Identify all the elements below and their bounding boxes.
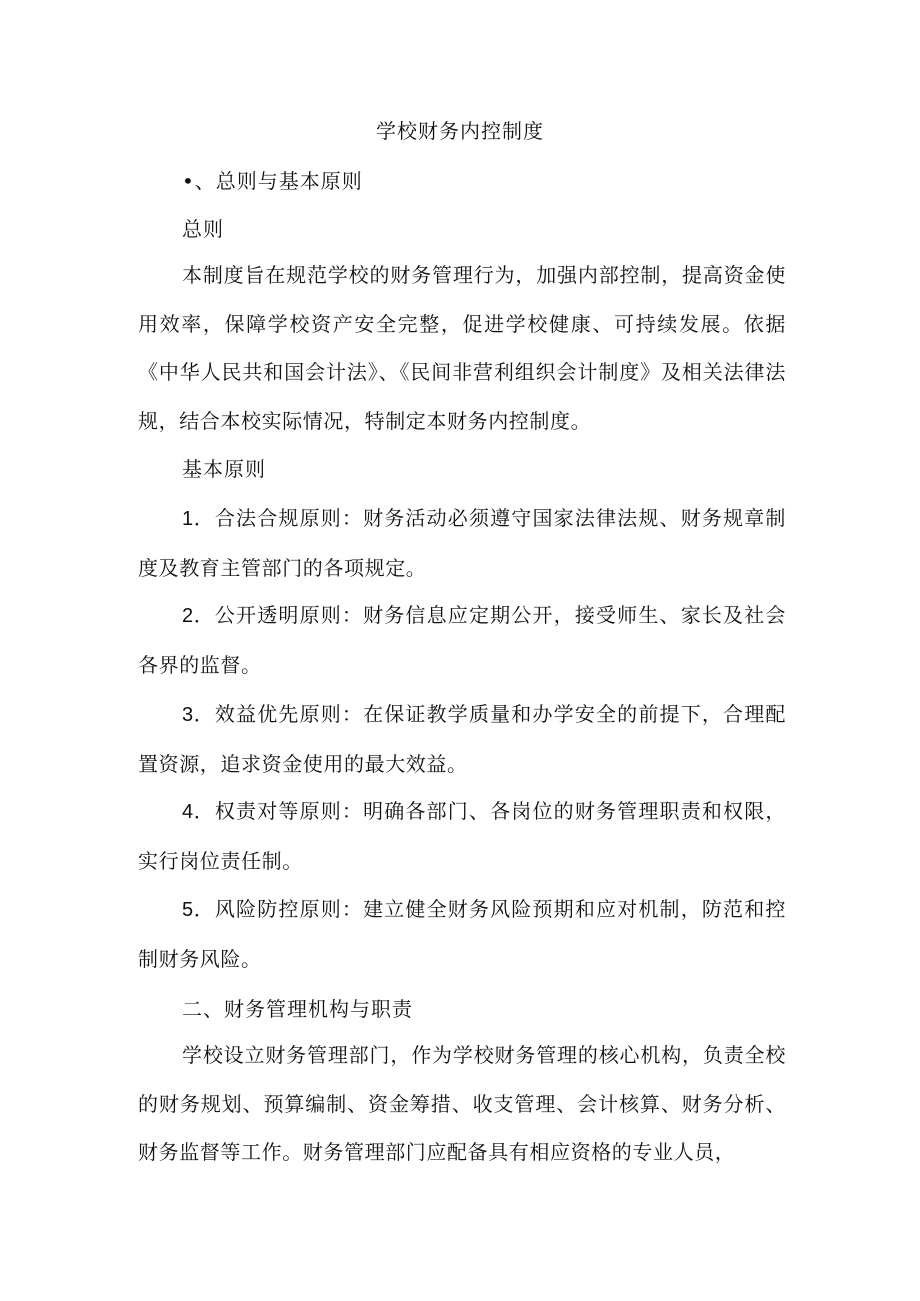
principle-text: ．权责对等原则：明确各部门、各岗位的财务管理职责和权限，实行岗位责任制。 bbox=[138, 799, 786, 873]
section2-paragraph: 学校设立财务管理部门，作为学校财务管理的核心机构，负责全校的财务规划、预算编制、资金筹措、收支管理、会计核算、财务分析、财务监督等工作。财务管理部门应配备具有相应资格的专业人员， bbox=[138, 1043, 786, 1164]
general-heading: 总则 bbox=[182, 217, 224, 241]
principle-number: 4 bbox=[182, 801, 194, 823]
principle-text: ．风险防控原则：建立健全财务风险预期和应对机制，防范和控制财务风险。 bbox=[138, 897, 786, 971]
principle-item-1 bbox=[138, 494, 786, 592]
principles-heading: 基本原则 bbox=[182, 457, 266, 481]
principle-number: 1 bbox=[182, 508, 194, 530]
document-title: 学校财务内控制度 bbox=[376, 119, 544, 143]
principle-item-5 bbox=[138, 885, 786, 983]
principle-item-3 bbox=[138, 690, 786, 788]
principle-text: ．效益优先原则：在保证教学质量和办学安全的前提下，合理配置资源，追求资金使用的最大效益。 bbox=[138, 702, 786, 776]
principle-number: 2 bbox=[182, 605, 194, 627]
general-paragraph: 本制度旨在规范学校的财务管理行为，加强内部控制，提高资金使用效率，保障学校资产安全完整，促进学校健康、可持续发展。依据《中华人民共和国会计法》、《民间非营利组织会计制度》及相关法律法规，结合本校实际情况，特制定本财务内控制度。 bbox=[138, 263, 786, 433]
principle-number: 5 bbox=[182, 899, 194, 921]
section-heading-1: •、总则与基本原则 bbox=[182, 169, 363, 193]
principle-item-4 bbox=[138, 787, 786, 885]
principle-item-2 bbox=[138, 591, 786, 689]
principle-text: ．合法合规原则：财务活动必须遵守国家法律法规、财务规章制度及教育主管部门的各项规定。 bbox=[138, 506, 786, 580]
principle-number: 3 bbox=[182, 704, 194, 726]
section-heading-2: 二、财务管理机构与职责 bbox=[182, 997, 413, 1021]
principle-text: ．公开透明原则：财务信息应定期公开，接受师生、家长及社会各界的监督。 bbox=[138, 603, 786, 677]
